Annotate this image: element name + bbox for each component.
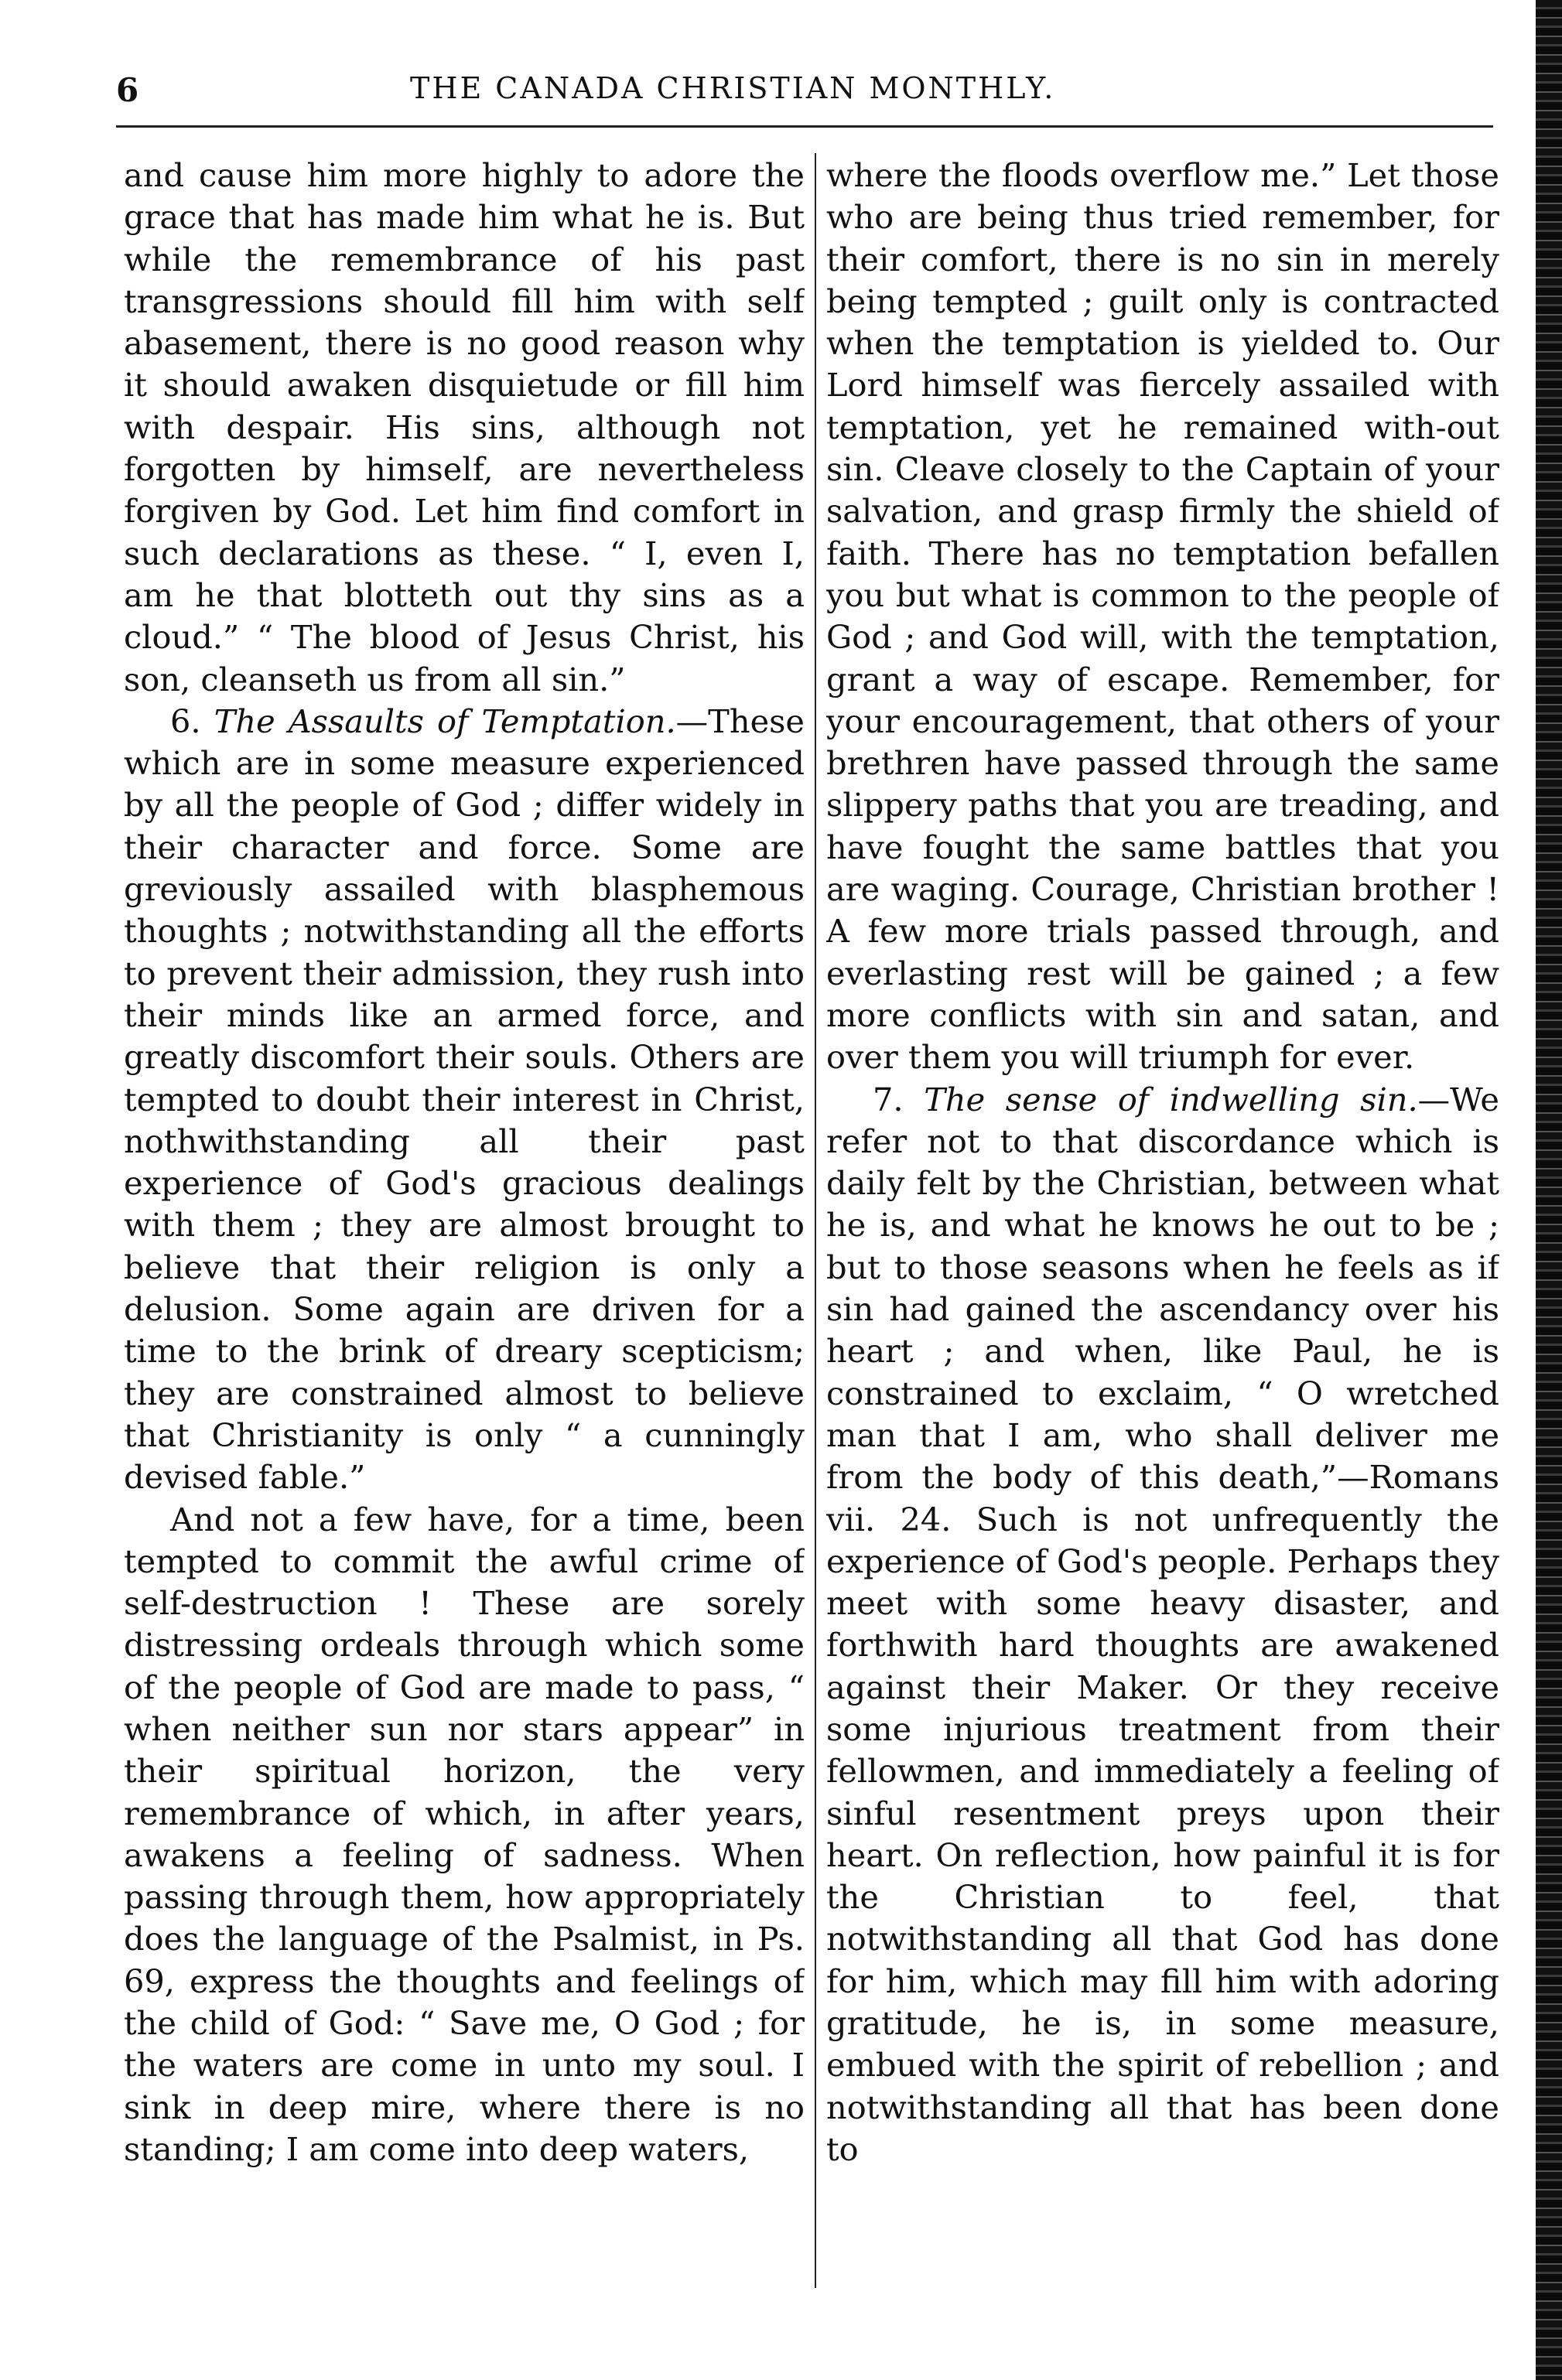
binding-edge: [1536, 0, 1562, 2380]
page-header: [116, 71, 1509, 125]
left-column: [124, 155, 805, 2375]
section-text: —These which are in some measure experienced by all the people of God ; differ widely in their character and force. Some are greviously assailed with blasphemous thoughts ; notwithstanding all the efforts to prevent their admission, they rush into their minds like an armed force, and greatly discomfort their souls. Others are tempted to doubt their interest in Christ, nothwithstanding all their past experience of God's gracious dealings with them ; they are almost brought to believe that their religion is only a delusion. Some again are driven for a time to the brink of dreary scepticism; they are constrained almost to believe that Christianity is only “ a cunningly devised fable.”: [124, 702, 805, 1497]
column-divider: [815, 153, 816, 2288]
section-title: The Assaults of Temptation.: [214, 702, 676, 740]
paragraph: where the floods overflow me.” Let those who are being thus tried remember, for their comfort, there is no sin in merely being tempted ; guilt only is contracted when the temptation is yielded to. Our Lord himself was fiercely assailed with temptation, yet he remained with-out sin. Cleave closely to the Captain of your salvation, and grasp firmly the shield of faith. There has no temptation befallen you but what is common to the people of God ; and God will, with the temptation, grant a way of escape. Remember, for your encouragement, that others of your brethren have passed through the same slippery paths that you are treading, and have fought the same battles that you are waging. Courage, Christian brother ! A few more trials passed through, and everlasting rest will be gained ; a few more conflicts with sin and satan, and over them you will triumph for ever.: [826, 156, 1499, 1077]
paragraph: And not a few have, for a time, been tempted to commit the awful crime of self-destruction ! These are sorely distressing ordeals through which some of the people of God are made to pass, “ when neither sun nor stars appear” in their spiritual horizon, the very remembrance of which, in after years, awakens a feeling of sadness. When passing through them, how appropriately does the language of the Psalmist, in Ps. 69, express the thoughts and feelings of the child of God: “ Save me, O God ; for the waters are come in unto my soul. I sink in deep mire, where there is no standing; I am come into deep waters,: [124, 1500, 805, 2168]
paragraph: and cause him more highly to adore the grace that has made him what he is. But while the remembrance of his past transgressions should fill him with self abasement, there is no good reason why it should awaken disquietude or fill him with despair. His sins, although not forgotten by himself, are nevertheless forgiven by God. Let him find comfort in such declarations as these. “ I, even I, am he that blotteth out thy sins as a cloud.” “ The blood of Jesus Christ, his son, cleanseth us from all sin.”: [124, 156, 805, 698]
section-text: —We refer not to that discordance which is daily felt by the Christian, between what he is, and what he knows he out to be ; but to those seasons when he feels as if sin had gained the ascendancy over his heart ; and when, like Paul, he is constrained to exclaim, “ O wretched man that I am, who shall deliver me from the body of this death,”—Romans vii. 24. Such is not unfrequently the experience of God's people. Perhaps they meet with some heavy disaster, and forthwith hard thoughts are awakened against their Maker. Or they receive some injurious treatment from their fellowmen, and immediately a feeling of sinful resentment preys upon their heart. On reflection, how painful it is for the Christian to feel, that notwithstanding all that God has done for him, which may fill him with adoring gratitude, he is, in some measure, embued with the spirit of rebellion ; and notwithstanding all that has been done to: [826, 1080, 1499, 2168]
running-title: THE CANADA CHRISTIAN MONTHLY.: [410, 71, 1056, 105]
section-title: The sense of indwelling sin.: [924, 1080, 1418, 1118]
section-paragraph: [826, 1079, 1499, 2171]
section-number: 6.: [170, 702, 214, 740]
page-number: 6: [116, 71, 140, 109]
header-rule: [116, 125, 1493, 128]
section-number: 7.: [873, 1080, 925, 1118]
section-paragraph: [124, 701, 805, 1499]
right-column: [826, 155, 1499, 2375]
